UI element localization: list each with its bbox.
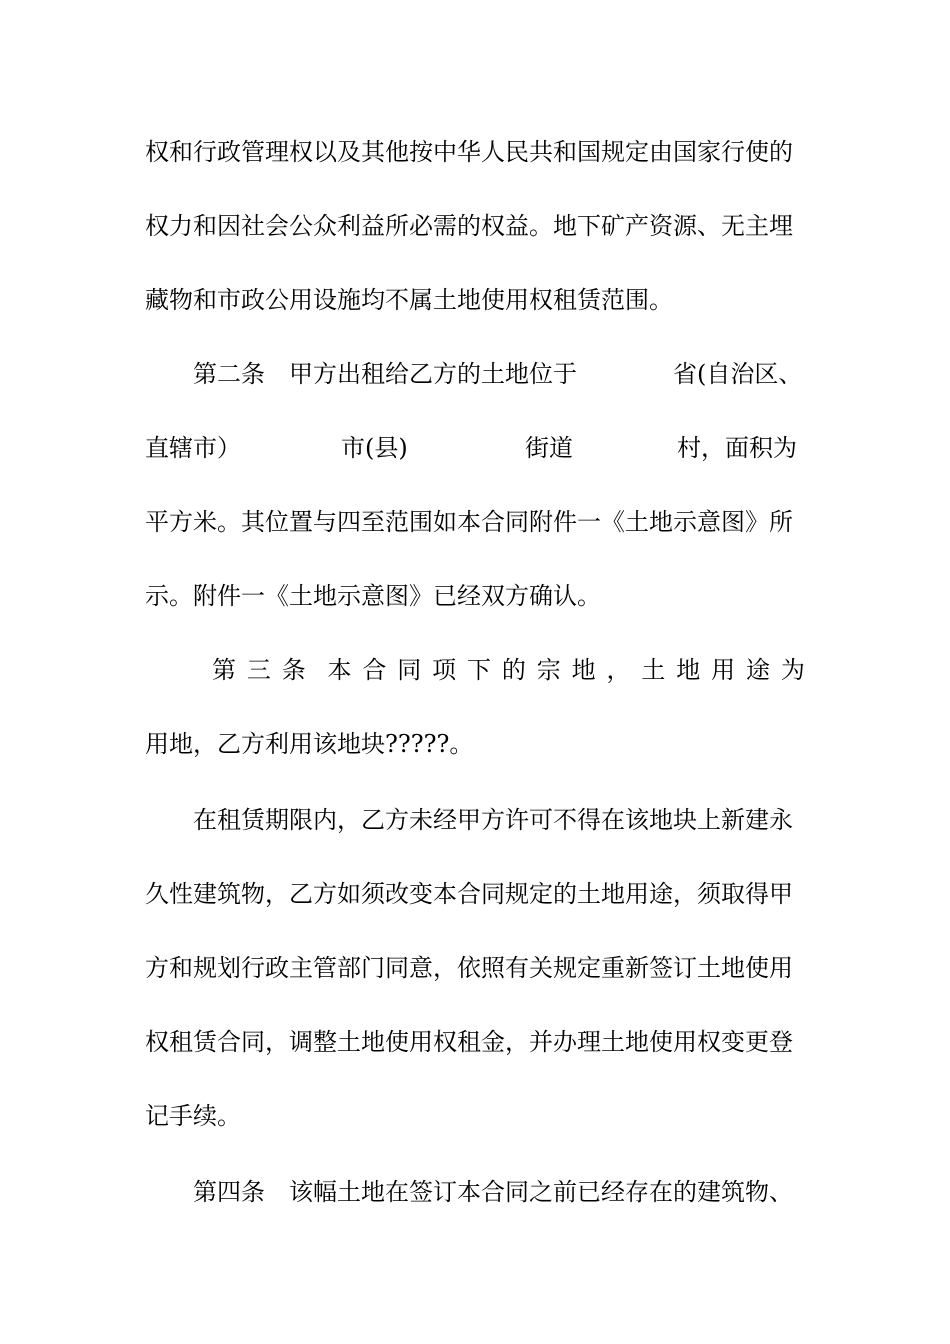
text-line: 用地，乙方利用该地块?????。 (145, 730, 474, 758)
article-3-char: 三 (246, 656, 271, 684)
text-line: 方和规划行政主管部门同意，依照有关规定重新签订土地使用 (145, 954, 793, 982)
article-3-char: 土 (641, 656, 666, 684)
text-line: 权和行政管理权以及其他按中华人民共和国规定由国家行使的 (145, 138, 793, 166)
article-3-char: 地 (676, 656, 701, 684)
article-2-province: 省(自治区、 (673, 360, 803, 388)
article-3-char: 条 (281, 656, 306, 684)
article-3-char: 合 (362, 656, 387, 684)
text-line: 在租赁期限内，乙方未经甲方许可不得在该地块上新建永 (193, 806, 793, 834)
article-3-char: 的 (501, 656, 526, 684)
text-line: 记手续。 (145, 1102, 241, 1130)
article-2-heading: 第二条 甲方出租给乙方的土地位于 (193, 360, 577, 388)
article-3-char: 地 (571, 656, 596, 684)
article-2-line-2 (145, 428, 805, 468)
article-3-char: 项 (432, 656, 457, 684)
article-2-municipality: 直辖市） (145, 434, 241, 462)
article-2-line-1 (193, 354, 805, 394)
article-3-char: 第 (212, 656, 236, 684)
article-3-char: 下 (467, 656, 491, 684)
text-line: 示。附件一《土地示意图》已经双方确认。 (145, 582, 601, 610)
text-line: 久性建筑物，乙方如须改变本合同规定的土地用途，须取得甲 (145, 880, 793, 908)
text-line: 平方米。其位置与四至范围如本合同附件一《土地示意图》所 (145, 508, 793, 536)
text-line: 第四条 该幅土地在签订本合同之前已经存在的建筑物、 (193, 1178, 793, 1206)
article-3-line-1 (212, 650, 805, 690)
text-line: 权租赁合同，调整土地使用权租金，并办理土地使用权变更登 (145, 1028, 793, 1056)
text-line: 藏物和市政公用设施均不属土地使用权租赁范围。 (145, 286, 673, 314)
article-2-street: 街道 (525, 434, 573, 462)
article-3-char: 途 (746, 656, 770, 684)
text-line: 权力和因社会公众利益所必需的权益。地下矿产资源、无主埋 (145, 212, 793, 240)
article-3-char: 为 (780, 656, 805, 684)
article-3-char: 宗 (536, 656, 561, 684)
article-2-city-county: 市(县) (341, 434, 408, 462)
article-3-char: 同 (397, 656, 422, 684)
article-3-char: 本 (327, 656, 352, 684)
article-3-char: 用 (711, 656, 736, 684)
article-2-village-area: 村，面积为 (677, 434, 797, 462)
article-3-char: ， (606, 656, 631, 684)
